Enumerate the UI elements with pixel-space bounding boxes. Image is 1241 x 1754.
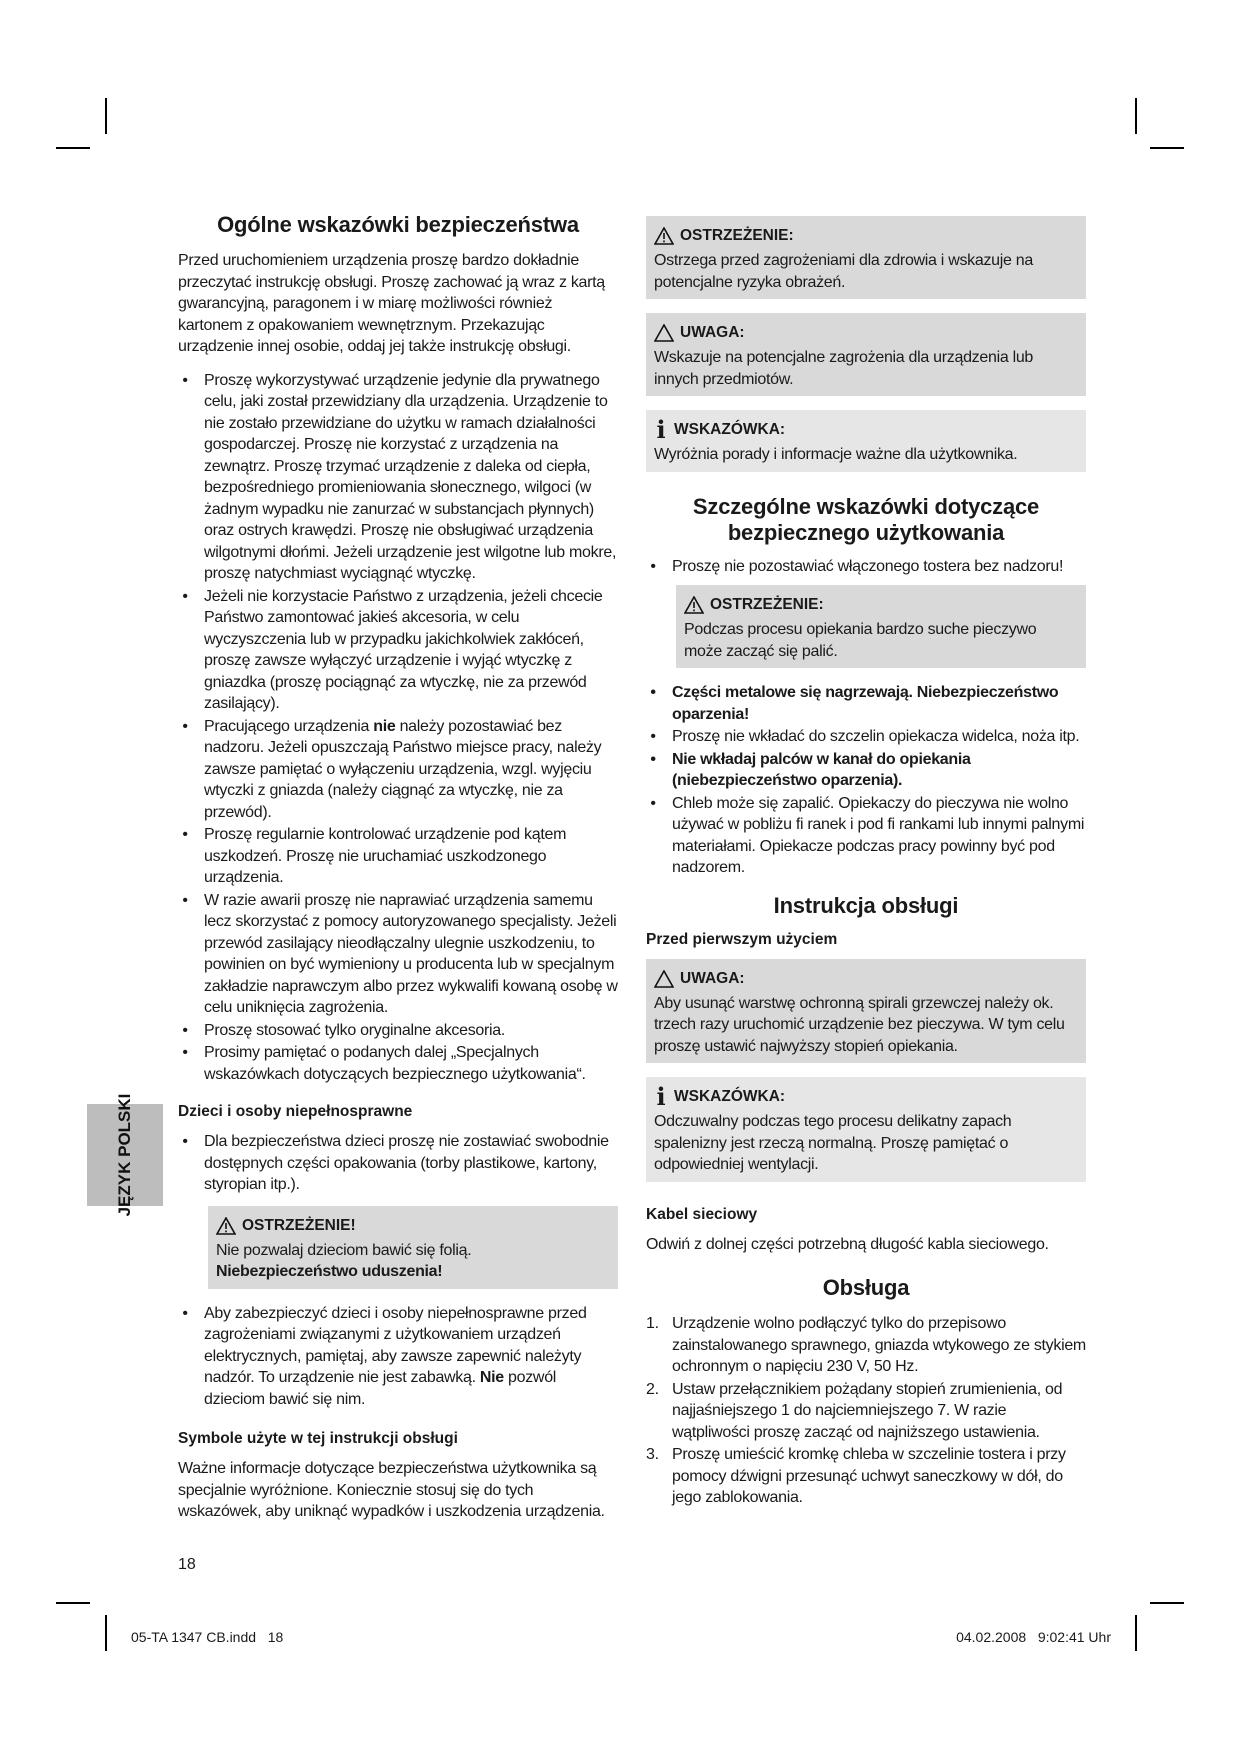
symbols-heading: Symbole użyte w tej instrukcji obsługi: [178, 1430, 458, 1447]
cable-paragraph: Odwiń z dolnej części potrzebną długość kabla sieciowego.: [646, 1235, 1049, 1253]
special-safety-title: Szczególne wskazówki dotyczące bezpiecznego użytkowania: [692, 493, 1040, 545]
list-item: • Części metalowe się nagrzewają. Niebezpieczeństwo oparzenia!: [650, 684, 1059, 723]
warning-triangle-icon: [654, 227, 674, 245]
crop-mark: [105, 1615, 107, 1651]
operation-steps: [646, 1313, 1086, 1509]
footer-date: 04.02.2008 9:02:41 Uhr: [956, 1629, 1111, 1645]
cable-heading: Kabel sieciowy: [646, 1205, 758, 1223]
symbols-paragraph: Ważne informacje dotyczące bezpieczeństwa użytkownika są specjalnie wyróżnione. Koniecznie stosuj się do tych wskazówek, aby uniknąć wypadków i uszkodzenia urządzenia.: [178, 1460, 605, 1520]
caution-legend-box: UWAGA: Wskazuje na potencjalne zagrożenia dla urządzenia lub innych przedmiotów.: [646, 313, 1086, 396]
list-item: • Proszę wykorzystywać urządzenie jedynie dla prywatnego celu, jaki został przewidziany dla urządzenia. Urządzenie to nie zostało przewidziane do użytku w ramach działalności gospodarczej. Proszę nie korzystać z urządzenia na zewnątrz. Proszę trzymać urządzenie z daleka od ciepła, bezpośredniego promieniowania słonecznego, wilgoci (w żadnym wypadku nie zanurzać w substancjach płynnych) oraz ostrych krawędzi. Proszę nie obsługiwać urządzenia wilgotnymi dłońmi. Jeżeli urządzenie jest wilgotne lub mokre, proszę natychmiast wyciągnąć wtyczkę.: [182, 371, 617, 582]
info-icon: i: [656, 415, 666, 444]
manual-title: Instrukcja obsługi: [773, 892, 959, 918]
crop-mark: [1150, 147, 1184, 149]
list-item: • W razie awarii proszę nie naprawiać urządzenia samemu lecz skorzystać z pomocy autoryzowanego specjalisty. Jeżeli przewód zasilający nieodłączalny ulegnie uszkodzeniu, to powinien on być wymieniony u producenta lub w specjalnym zakładzie naprawczym albo przez wykwalifi kowaną osobę w celu uniknięcia zagrożenia.: [182, 891, 618, 1016]
crop-mark: [56, 1602, 90, 1604]
list-item: 1. Urządzenie wolno podłączyć tylko do przepisowo zainstalowanego sprawnego, gniazda wtykowego ze stykiem ochronnym o napięciu 230 V, 50 Hz.: [646, 1315, 1086, 1375]
caution-triangle-icon: [654, 324, 674, 342]
crop-mark: [105, 98, 107, 134]
info-icon: i: [656, 1082, 666, 1111]
language-tab: [87, 1093, 163, 1217]
list-item: 3. Proszę umieścić kromkę chleba w szczelinie tostera i przy pomocy dźwigni przesunąć uchwyt saneczkowy w dół, do jego zablokowania.: [646, 1446, 1066, 1506]
list-item: 2. Ustaw przełącznikiem pożądany stopień zrumienienia, od najjaśniejszego 1 do najciemniejszego 7. W razie wątpliwości proszę zacząć od najniższego ustawienia.: [646, 1380, 1063, 1441]
operation-title: Obsługa: [822, 1275, 910, 1300]
list-item: • Pracującego urządzenia nie należy pozostawiać bez nadzoru. Jeżeli opuszczają Państwo miejsce pracy, należy zawsze pamiętać o wyłączeniu urządzenia, wzgl. wyjęciu wtyczki z gniazda (należy ciągnąć za wtyczkę, nie za przewód).: [182, 717, 602, 821]
first-use-heading: Przed pierwszym użyciem: [646, 930, 838, 948]
page-number: 18: [178, 1556, 196, 1573]
crop-mark: [1135, 1615, 1137, 1651]
children-list-2: [178, 1303, 618, 1411]
tip-box: i WSKAZÓWKA: Odczuwalny podczas tego procesu delikatny zapach spalenizny jest rzeczą normalną. Proszę pamiętać o odpowiedniej wentylacji.: [646, 1077, 1086, 1182]
crop-mark: [56, 147, 90, 149]
caution-box: UWAGA: Aby usunąć warstwę ochronną spirali grzewczej należy ok. trzech razy uruchomić urządzenie bez pieczywa. W tym celu proszę ustawić najwyższy stopień opiekania.: [646, 959, 1086, 1064]
special-list: [646, 556, 1086, 578]
crop-mark: [1150, 1602, 1184, 1604]
warning-legend-box: OSTRZEŻENIE: Ostrzega przed zagrożeniami dla zdrowia i wskazuje na potencjalne ryzyka obrażeń.: [646, 216, 1086, 299]
warning-triangle-icon: [216, 1217, 236, 1235]
intro-paragraph: Przed uruchomieniem urządzenia proszę bardzo dokładnie przeczytać instrukcję obsługi. Proszę zachować ją wraz z kartą gwarancyjną, paragonem i w miarę możliwości również kartonem z opakowaniem wewnętrznym. Przekazując urządzenie innej osobie, oddaj jej także instrukcję obsługi.: [178, 252, 605, 355]
special-list-2: [646, 682, 1086, 879]
list-item: • Proszę stosować tylko oryginalne akcesoria.: [182, 1021, 506, 1039]
list-item: • Proszę nie wkładać do szczelin opiekacza widelca, noża itp.: [650, 728, 1080, 745]
footer-file: 05-TA 1347 CB.indd 18: [131, 1629, 284, 1645]
warning-box: OSTRZEŻENIE: Podczas procesu opiekania bardzo suche pieczywo może zacząć się palić.: [676, 585, 1086, 668]
general-safety-title: Ogólne wskazówki bezpieczeństwa: [217, 212, 579, 237]
right-column: [646, 216, 1086, 1519]
list-item: • Aby zabezpieczyć dzieci i osoby niepełnosprawne przed zagrożeniami związanymi z użytkowaniem urządzeń elektrycznych, pamiętaj, aby zawsze zapewnić należyty nadzór. To urządzenie nie jest zabawką. Nie pozwól dzieciom bawić się nim.: [182, 1304, 587, 1408]
warning-triangle-icon: [684, 596, 704, 614]
children-list: [178, 1131, 618, 1196]
children-heading: Dzieci i osoby niepełnosprawne: [178, 1103, 413, 1120]
left-column: [178, 212, 618, 1535]
list-item: • Proszę nie pozostawiać włączonego tostera bez nadzoru!: [650, 557, 1064, 575]
language-label: JĘZYK POLSKI: [115, 1093, 134, 1217]
caution-triangle-icon: [654, 970, 674, 988]
list-item: • Proszę regularnie kontrolować urządzenie pod kątem uszkodzeń. Proszę nie uruchamiać uszkodzonego urządzenia.: [182, 826, 567, 886]
list-item: • Jeżeli nie korzystacie Państwo z urządzenia, jeżeli chcecie Państwo zamontować jakieś akcesoria, w celu wyczyszczenia lub w przypadku jakichkolwiek zakłóceń, proszę zawsze wyłączyć urządzenie i wyjąć wtyczkę z gniazdka (proszę pociągnąć za wtyczkę, nie za przewód zasilający).: [182, 587, 603, 712]
crop-mark: [1135, 98, 1137, 134]
list-item: • Nie wkładaj palców w kanał do opiekania (niebezpieczeństwo oparzenia).: [650, 750, 971, 789]
safety-list: [178, 370, 618, 1086]
warning-box: OSTRZEŻENIE! Nie pozwalaj dzieciom bawić się folią. Niebezpieczeństwo uduszenia!: [208, 1206, 618, 1289]
list-item: • Chleb może się zapalić. Opiekaczy do pieczywa nie wolno używać w pobliżu fi ranek i pod fi rankami lub innymi palnymi materiałami. Opiekacze podczas pracy powinny być pod nadzorem.: [650, 794, 1085, 876]
list-item: • Prosimy pamiętać o podanych dalej „Specjalnych wskazówkach dotyczących bezpiecznego użytkowania“.: [182, 1044, 586, 1083]
list-item: • Dla bezpieczeństwa dzieci proszę nie zostawiać swobodnie dostępnych części opakowania (torby plastikowe, kartony, styropian itp.).: [182, 1133, 609, 1193]
tip-legend-box: i WSKAZÓWKA: Wyróżnia porady i informacje ważne dla użytkownika.: [646, 410, 1086, 472]
